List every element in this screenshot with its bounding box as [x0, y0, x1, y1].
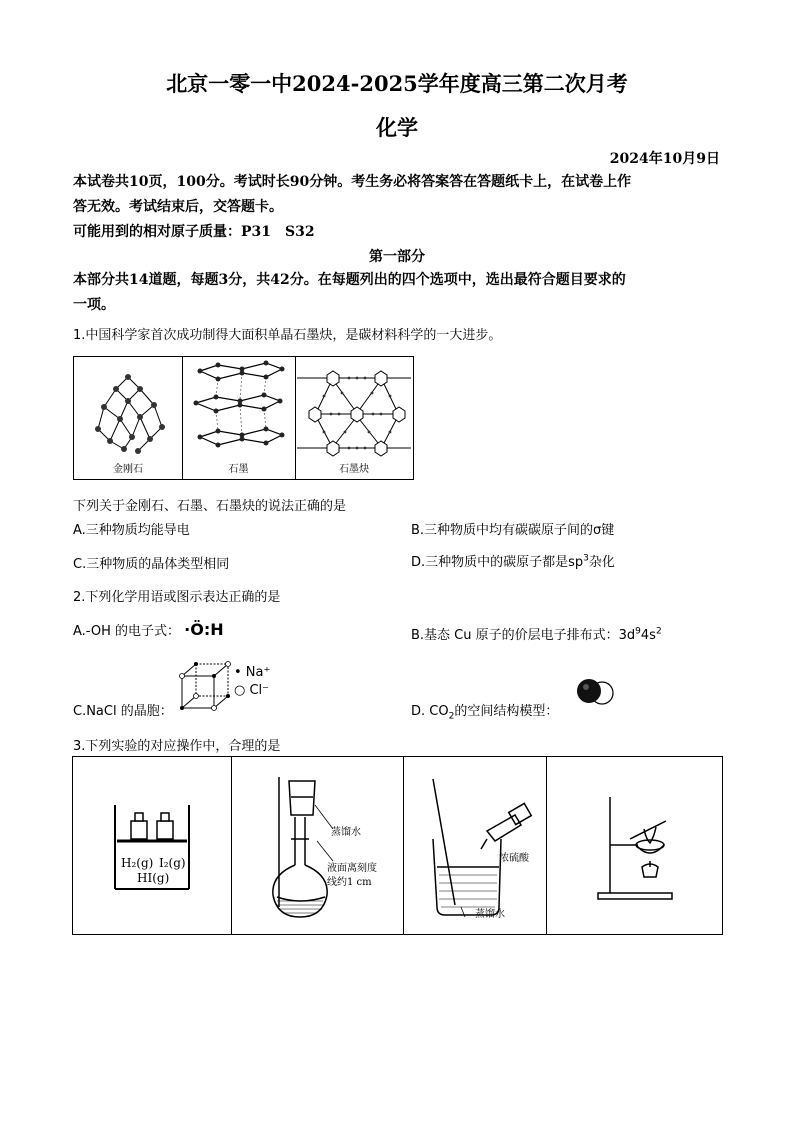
nacl-unit-cell-drawing — [178, 660, 238, 712]
q1-figure — [73, 356, 414, 480]
q2-option-b[interactable] — [411, 624, 662, 643]
label-i2: I₂(g) — [159, 856, 186, 870]
legend-cl: ○ Cl⁻ — [234, 683, 270, 698]
label-distilled-water-3: 蒸馏水 — [475, 909, 505, 920]
legend-na: • Na⁺ — [234, 665, 271, 680]
label-h2: H₂(g) — [121, 856, 154, 870]
nacl-legend — [234, 664, 270, 700]
exam-title: 北京一零一中2024-2025学年度高三第二次月考 — [166, 71, 628, 96]
instructions — [73, 170, 723, 245]
q3-fig2-volumetric-flask — [231, 757, 404, 934]
atomic-mass-line: 可能用到的相对原子质量：P31 S32 — [73, 224, 315, 240]
q1-ask: 下列关于金刚石、石墨、石墨炔的说法正确的是 — [73, 499, 347, 514]
q1-option-a[interactable]: A.三种物质均能导电 — [73, 523, 190, 538]
q2-option-d-post: 的空间结构模型： — [454, 704, 559, 719]
hydroxyl-electron-formula: ·Ö:H — [184, 620, 224, 639]
ring-stand-evaporation-drawing — [546, 757, 722, 934]
q2-option-d-text: D. CO — [411, 704, 449, 719]
label-distilled-water-2: 蒸馏水 — [331, 827, 361, 838]
sealed-container-drawing — [73, 757, 231, 934]
graphite-layers-drawing — [182, 357, 295, 462]
q1-option-d-sup: 3 — [583, 553, 589, 564]
q2-option-d-sub: 2 — [448, 711, 455, 722]
graphdiyne-network-drawing — [295, 357, 413, 462]
exam-date: 2024年10月9日 — [609, 151, 720, 167]
q1-option-d[interactable] — [411, 551, 615, 570]
caption-graphdiyne: 石墨炔 — [339, 464, 369, 475]
q1-option-d-post: 杂化 — [588, 555, 615, 570]
graphdiyne-structure — [295, 357, 413, 479]
q3-fig1-equilibrium — [73, 757, 232, 934]
q1-option-d-text: D.三种物质中的碳原子都是sp — [411, 555, 584, 570]
q2-option-c-text: C.NaCl 的晶胞： — [73, 704, 173, 719]
q2-option-a[interactable] — [73, 620, 224, 639]
part-description — [73, 268, 723, 318]
q3-fig4-evaporation — [546, 757, 722, 934]
caption-diamond: 金刚石 — [113, 464, 143, 475]
label-meniscus-2: 线约1 cm — [327, 877, 372, 888]
co2-space-filling-model — [574, 675, 614, 711]
q2-stem: 2.下列化学用语或图示表达正确的是 — [73, 590, 281, 605]
part-desc-line-2: 一项。 — [73, 297, 115, 313]
q3-fig3-dilution — [403, 757, 547, 934]
q2-option-a-text: A.-OH 的电子式： — [73, 624, 180, 639]
volumetric-flask-drawing — [231, 757, 403, 934]
q2-option-b-sup2: 2 — [655, 626, 662, 637]
q3-stem: 3.下列实验的对应操作中，合理的是 — [73, 739, 281, 754]
part-title: 第一部分 — [369, 249, 425, 265]
caption-graphite: 石墨 — [228, 464, 249, 475]
diamond-lattice-drawing — [74, 357, 182, 462]
instruction-line-1: 本试卷共10页，100分。考试时长90分钟。考生务必将答案答在答题纸卡上，在试卷上作 — [73, 174, 632, 190]
graphite-structure — [182, 357, 296, 479]
diamond-structure — [74, 357, 183, 479]
part-desc-line-1: 本部分共14道题，每题3分，共42分。在每题列出的四个选项中，选出最符合题目要求的 — [73, 272, 626, 288]
q2-option-b-text: B.基态 Cu 原子的价层电子排布式：3d — [411, 628, 636, 643]
q2-option-c[interactable] — [73, 700, 173, 719]
label-meniscus-1: 液面离刻度 — [327, 863, 377, 874]
q1-stem: 1.中国科学家首次成功制得大面积单晶石墨炔，是碳材料科学的一大进步。 — [73, 328, 502, 343]
q2-option-b-mid: 4s — [640, 628, 656, 643]
q1-option-b[interactable]: B.三种物质中均有碳碳原子间的σ键 — [411, 523, 615, 538]
label-hi: HI(g) — [137, 871, 170, 885]
instruction-line-2: 答无效。考试结束后，交答题卡。 — [73, 199, 283, 215]
subject-title: 化学 — [376, 115, 418, 140]
q2-option-d[interactable] — [411, 700, 558, 722]
q2-option-b-sup1: 9 — [635, 626, 641, 637]
label-conc-sulfuric-acid: 浓硫酸 — [499, 853, 529, 864]
q3-figure-table — [72, 756, 723, 935]
q1-option-c[interactable]: C.三种物质的晶体类型相同 — [73, 557, 230, 572]
